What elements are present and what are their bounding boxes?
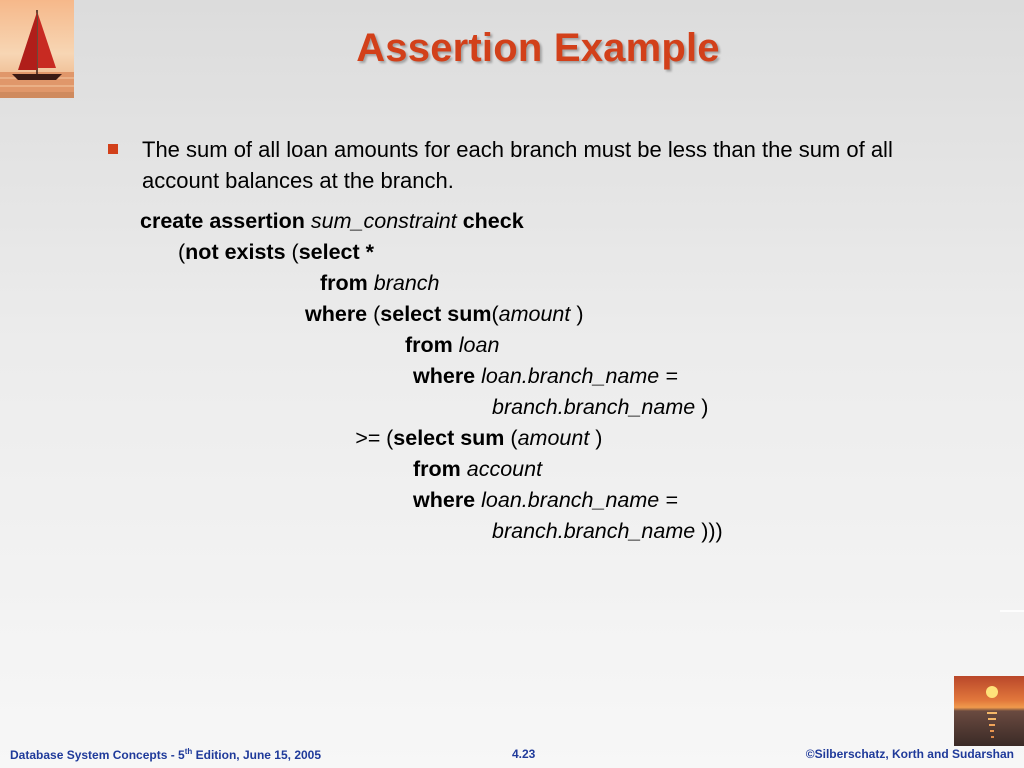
footer-text: Edition, June 15, 2005 — [192, 748, 322, 762]
sql-identifier: branch — [373, 271, 440, 295]
code-line — [405, 330, 499, 361]
code-line — [492, 392, 708, 423]
sql-punct: ( — [491, 302, 499, 326]
sql-identifier: amount — [517, 426, 590, 450]
slide-footer — [0, 744, 1024, 766]
footer-text: Database System Concepts - 5 — [10, 748, 185, 762]
sql-keyword: from — [320, 271, 368, 295]
code-line — [413, 485, 678, 516]
sql-keyword: where — [413, 364, 476, 388]
sql-keyword: select sum — [380, 302, 492, 326]
sql-keyword: where — [413, 488, 476, 512]
sql-keyword: create assertion — [140, 209, 305, 233]
sql-punct: ( — [178, 240, 186, 264]
sql-identifier: branch.branch_name — [492, 519, 696, 543]
code-line — [178, 237, 374, 268]
code-line — [413, 361, 678, 392]
sql-keyword: select sum — [393, 426, 505, 450]
sql-punct: ))) — [701, 519, 723, 543]
sql-identifier: sum_constraint — [310, 209, 457, 233]
sql-identifier: branch.branch_name — [492, 395, 696, 419]
sql-identifier: loan — [458, 333, 500, 357]
code-line — [305, 299, 584, 330]
sql-keyword: not exists — [185, 240, 286, 264]
sql-punct: ) — [595, 426, 603, 450]
sql-identifier: amount — [498, 302, 571, 326]
sql-punct: ( — [510, 426, 518, 450]
footer-copyright: ©Silberschatz, Korth and Sudarshan — [805, 747, 1014, 761]
code-line — [320, 268, 440, 299]
slide-title: Assertion Example — [356, 26, 720, 70]
code-line — [492, 516, 723, 547]
code-line — [140, 206, 524, 237]
sql-operator: >= — [355, 426, 381, 450]
sql-punct: ( — [291, 240, 299, 264]
sql-keyword: from — [405, 333, 453, 357]
sunset-icon — [954, 676, 1024, 746]
code-line — [355, 423, 602, 454]
sql-keyword: from — [413, 457, 461, 481]
sql-keyword: where — [305, 302, 368, 326]
sql-identifier: account — [466, 457, 543, 481]
footer-book-edition — [10, 747, 321, 762]
footer-superscript: th — [184, 747, 193, 756]
sql-keyword: select * — [298, 240, 375, 264]
sql-punct: ) — [576, 302, 584, 326]
bullet-text: The sum of all loan amounts for each branch must be less than the sum of all account balances at the branch. — [142, 137, 893, 193]
sql-punct: ) — [701, 395, 709, 419]
sql-identifier: loan.branch_name = — [481, 488, 678, 512]
decorative-line — [1000, 610, 1024, 612]
slide-number: 4.23 — [512, 747, 536, 761]
sql-punct: ( — [386, 426, 394, 450]
sql-identifier: loan.branch_name = — [481, 364, 678, 388]
sql-punct: ( — [373, 302, 381, 326]
sql-keyword: check — [462, 209, 524, 233]
code-line — [413, 454, 542, 485]
